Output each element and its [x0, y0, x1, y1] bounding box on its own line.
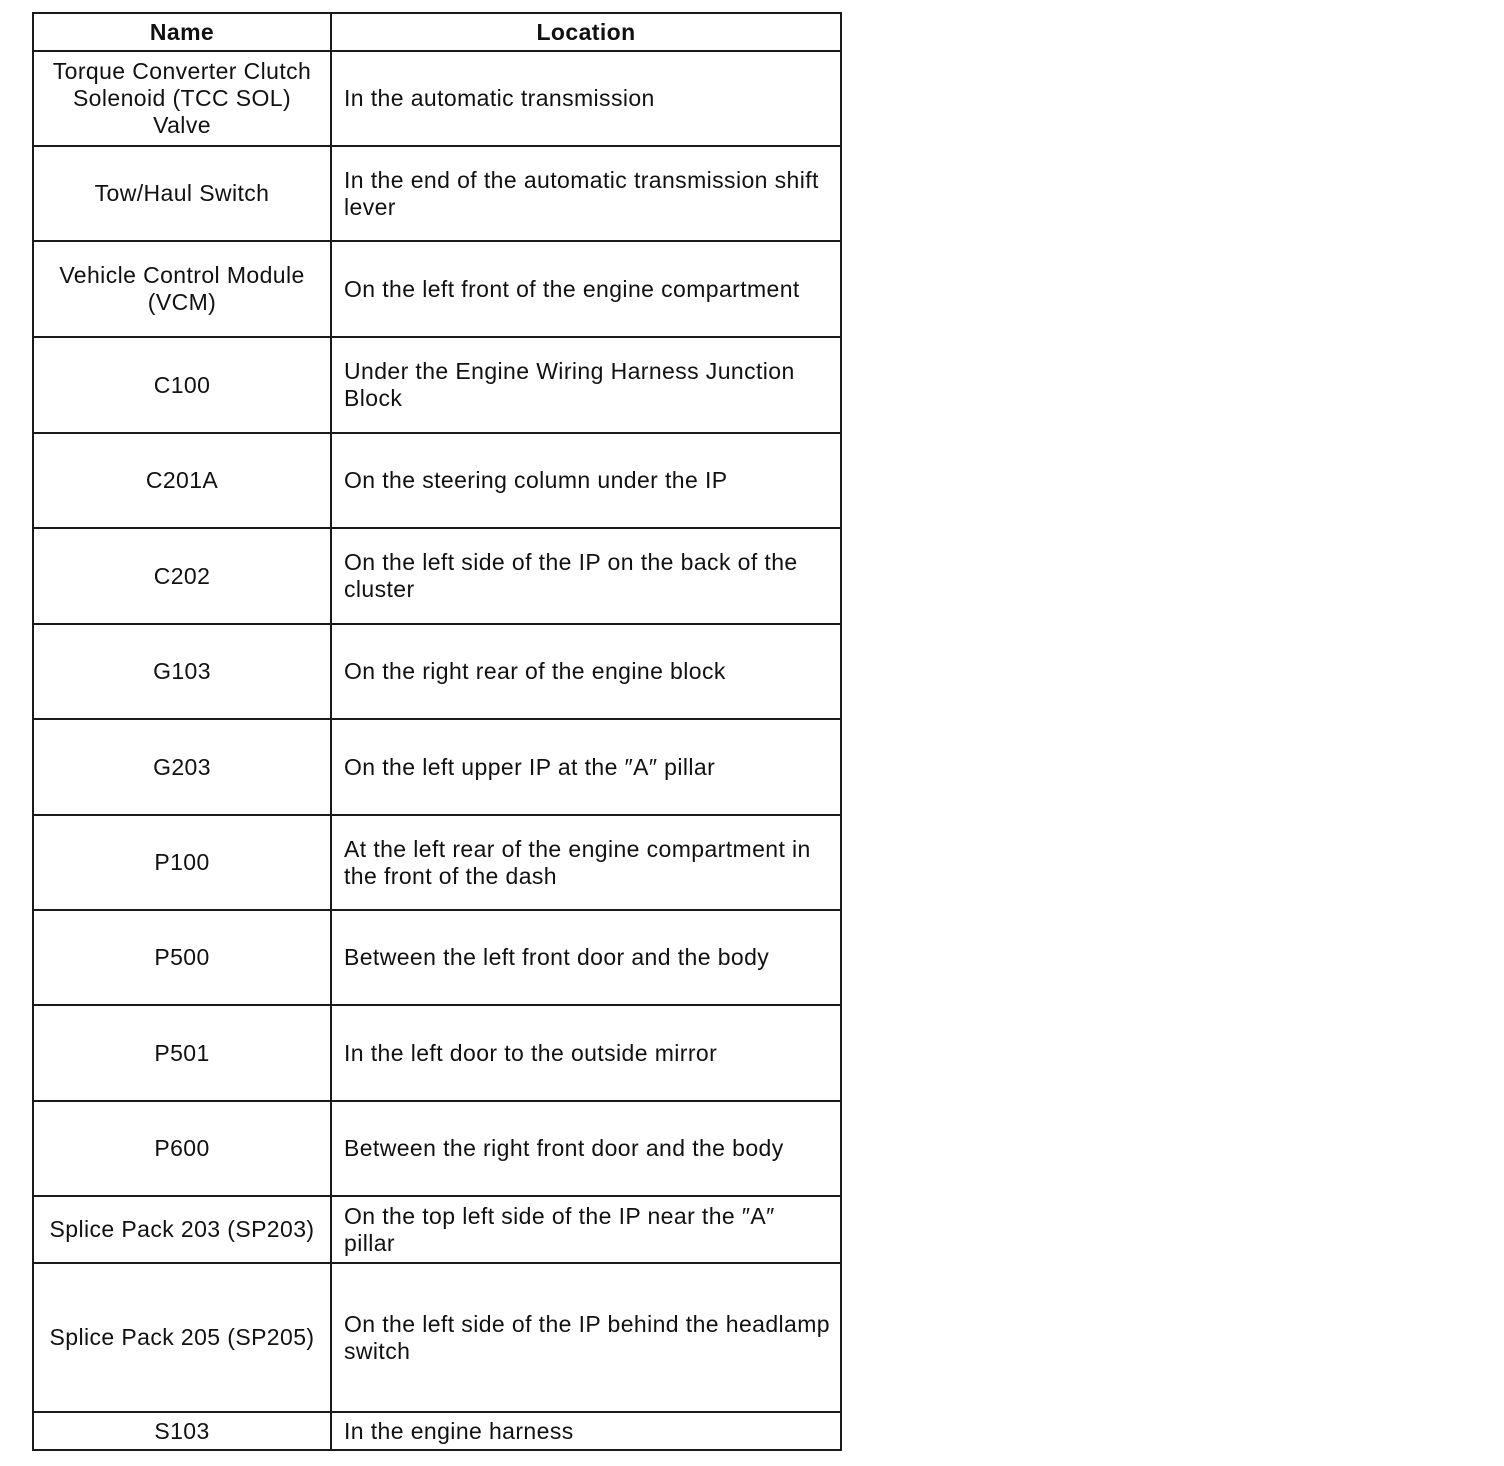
row-name: Tow/Haul Switch	[33, 146, 331, 241]
row-name: G103	[33, 624, 331, 719]
row-name: C100	[33, 337, 331, 433]
row-name: C202	[33, 528, 331, 624]
row-location: Between the left front door and the body	[331, 910, 841, 1005]
row-name: Vehicle Control Module (VCM)	[33, 241, 331, 337]
table-header-row	[33, 13, 841, 51]
row-name: Splice Pack 203 (SP203)	[33, 1196, 331, 1263]
table-row	[33, 51, 841, 146]
row-location: At the left rear of the engine compartment in the front of the dash	[331, 815, 841, 910]
row-location: On the left front of the engine compartment	[331, 241, 841, 337]
row-name: P600	[33, 1101, 331, 1196]
table-row	[33, 433, 841, 528]
row-name: P501	[33, 1005, 331, 1101]
row-name: P100	[33, 815, 331, 910]
table-row	[33, 1101, 841, 1196]
row-location: In the left door to the outside mirror	[331, 1005, 841, 1101]
row-location: Under the Engine Wiring Harness Junction Block	[331, 337, 841, 433]
row-location: In the end of the automatic transmission shift lever	[331, 146, 841, 241]
row-location: On the left upper IP at the ″A″ pillar	[331, 719, 841, 815]
row-location: In the engine harness	[331, 1412, 841, 1450]
table-row	[33, 1263, 841, 1412]
row-location: On the steering column under the IP	[331, 433, 841, 528]
row-location: On the left side of the IP behind the headlamp switch	[331, 1263, 841, 1412]
row-location: Between the right front door and the body	[331, 1101, 841, 1196]
component-location-table-wrapper	[32, 12, 840, 1451]
table-row	[33, 1412, 841, 1450]
table-row	[33, 241, 841, 337]
row-location: On the left side of the IP on the back of the cluster	[331, 528, 841, 624]
table-row	[33, 719, 841, 815]
table-row	[33, 815, 841, 910]
table-row	[33, 146, 841, 241]
table-row	[33, 528, 841, 624]
row-name: C201A	[33, 433, 331, 528]
table-row	[33, 337, 841, 433]
row-location: In the automatic transmission	[331, 51, 841, 146]
row-location: On the right rear of the engine block	[331, 624, 841, 719]
table-row	[33, 1005, 841, 1101]
row-name: Torque Converter Clutch Solenoid (TCC SOL) Valve	[33, 51, 331, 146]
component-location-table	[32, 12, 842, 1451]
table-row	[33, 624, 841, 719]
table-row	[33, 910, 841, 1005]
table-row	[33, 1196, 841, 1263]
row-name: S103	[33, 1412, 331, 1450]
row-name: G203	[33, 719, 331, 815]
row-location: On the top left side of the IP near the ″A″ pillar	[331, 1196, 841, 1263]
location-column-header: Location	[331, 13, 841, 51]
row-name: P500	[33, 910, 331, 1005]
row-name: Splice Pack 205 (SP205)	[33, 1263, 331, 1412]
name-column-header: Name	[33, 13, 331, 51]
